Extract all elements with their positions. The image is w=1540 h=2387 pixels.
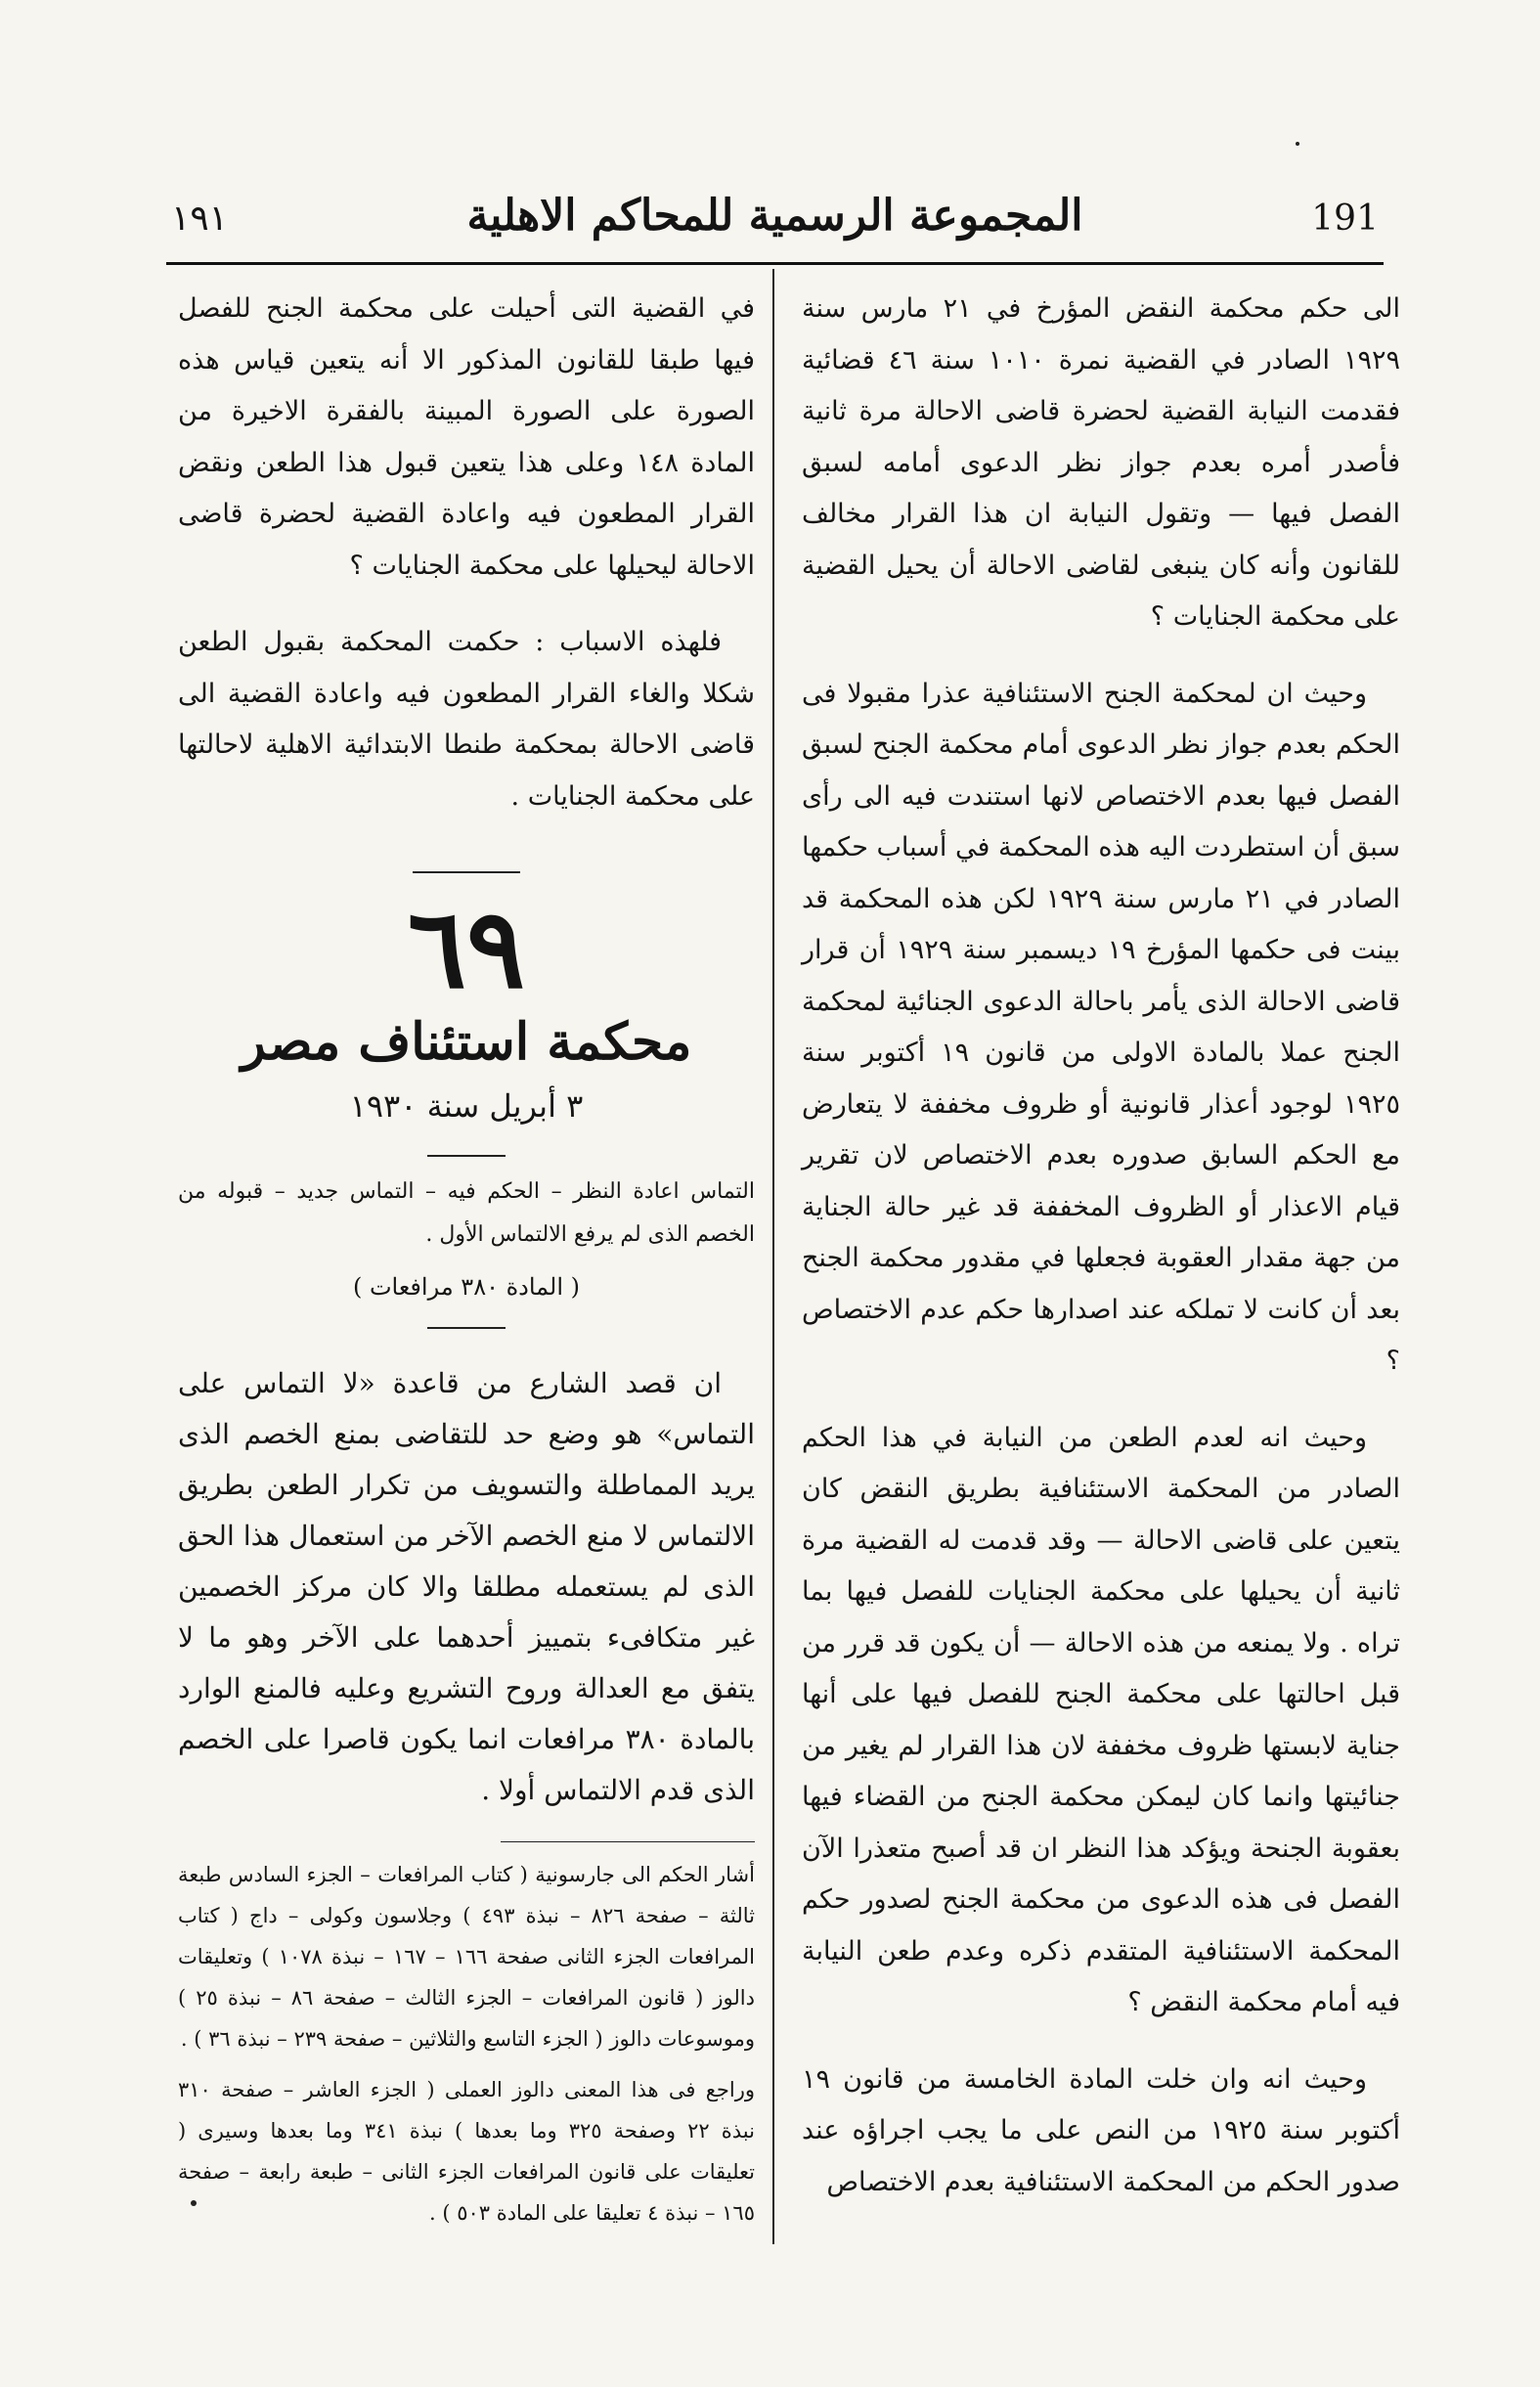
footnote: وراجع فى هذا المعنى دالوز العملى ( الجزء العاشر – صفحة ٣١٠ نبذة ٢٢ وصفحة ٣٢٥ وما بعدها ) نبذة ٣٤١ وما بعدها وسيرى ( تعليقات على قانون المرافعات الجزء الثانى – طبعة رابعة – صفحة ١٦٥ – نبذة ٤ تعليقا على المادة ٥٠٣ ) .	[178, 2078, 755, 2225]
paragraph: وحيث انه وان خلت المادة الخامسة من قانون ١٩ أكتوبر سنة ١٩٢٥ من النص على ما يجب اجراؤه عند صدور الحكم من المحكمة الاستئنافية بعدم الاختصاص	[802, 2063, 1401, 2197]
right-column	[802, 284, 1400, 2233]
court-name: محكمة استئناف مصر	[241, 1012, 692, 1072]
ruling-text: ان قصد الشارع من قاعدة «لا التماس على التماس» هو وضع حد للتقاضى بمنع الخصم الذى يريد المماطلة والتسويف من تكرار الطعن بطريق الالتماس لا منع الخصم الآخر من استعمال هذا الحق الذى لم يستعمله مطلقا والا كان مركز الخصمين غير متكافىء بتمييز أحدهما على الآخر وهو ما لا يتفق مع العدالة وروح التشريع وعليه فالمنع الوارد بالمادة ٣٨٠ مرافعات انما يكون قاصرا على الخصم الذى قدم الالتماس أولا .	[178, 1367, 755, 1806]
paragraph: فلهذه الاسباب : حكمت المحكمة بقبول الطعن شكلا والغاء القرار المطعون فيه واعادة القضية الى قاضى الاحالة بمحكمة طنطا الابتدائية الاهلية لاحالتها على محكمة الجنايات .	[178, 627, 755, 812]
publication-title: المجموعة الرسمية للمحاكم الاهلية	[466, 191, 1083, 241]
footnote: أشار الحكم الى جارسونية ( كتاب المرافعات – الجزء السادس طبعة ثالثة – صفحة ٨٢٦ – نبذة ٤٩٣ ) وجلاسون وكولى – داج ( كتاب المرافعات الجزء الثانى صفحة ١٦٦ – ١٦٧ – نبذة ١٠٧٨ ) وتعليقات دالوز ( قانون المرافعات – الجزء الثالث – صفحة ٨٦ – نبذة ٢٥ ) وموسوعات دالوز ( الجزء التاسع والثلاثين – صفحة ٢٣٩ – نبذة ٣٦ ) .	[178, 1863, 756, 2051]
case-number: ٦٩	[407, 885, 526, 1013]
column-divider	[772, 269, 774, 2244]
section-separator	[427, 1327, 506, 1329]
section-separator	[413, 871, 520, 873]
ink-speck	[191, 2200, 197, 2206]
section-separator	[427, 1155, 506, 1157]
paragraph: في القضية التى أحيلت على محكمة الجنح للفصل فيها طبقا للقانون المذكور الا أنه يتعين قياس هذه الصورة على الصورة المبينة بالفقرة الاخيرة من المادة ١٤٨ وعلى هذا يتعين قبول هذا الطعن ونقض القرار المطعون فيه واعادة القضية لحضرة قاضى الاحالة ليحيلها على محكمة الجنايات ؟	[178, 293, 755, 581]
page-number-left: ١٩١	[171, 199, 229, 239]
page-header	[171, 191, 1379, 249]
paragraph: وحيث انه لعدم الطعن من النيابة في هذا الحكم الصادر من المحكمة الاستئنافية بطريق النقض كان يتعين على قاضى الاحالة — وقد قدمت له القضية مرة ثانية أن يحيلها على محكمة الجنايات للفصل فيها بما تراه . ولا يمنعه من هذه الاحالة — أن يكون قد قرر من قبل احالتها على محكمة الجنح للفصل فيها على أنها جناية لابستها ظروف مخففة لان هذا القرار لم يغير من جنائيتها وانما كان ليمكن محكمة الجنح من القضاء فيها بعقوبة الجنحة ويؤكد هذا النظر ان قد أصبح متعذرا الآن الفصل فى هذه الدعوى من محكمة الجنح لصدور حكم المحكمة الاستئنافية المتقدم ذكره وعدم طعن النيابة فيه أمام محكمة النقض ؟	[802, 1422, 1400, 2017]
page-number-right: 191	[1311, 199, 1379, 239]
headnote: التماس اعادة النظر – الحكم فيه – التماس جديد – قبوله من الخصم الذى لم يرفع الالتماس الأول .	[178, 1179, 755, 1247]
judgment-date: ٣ أبريل سنة ١٩٣٠	[349, 1087, 584, 1125]
paragraph: وحيث ان لمحكمة الجنح الاستئنافية عذرا مقبولا فى الحكم بعدم جواز نظر الدعوى أمام محكمة الجنح لسبق الفصل فيها بعدم الاختصاص لانها استندت فيه الى رأى سبق أن استطردت اليه هذه المحكمة في أسباب حكمها الصادر في ٢١ مارس سنة ١٩٢٩ لكن هذه المحكمة قد بينت فى حكمها المؤرخ ١٩ ديسمبر سنة ١٩٢٩ أن قرار قاضى الاحالة الذى يأمر باحالة الدعوى الجنائية لمحكمة الجنح عملا بالمادة الاولى من قانون ١٩ أكتوبر سنة ١٩٢٥ لوجود أعذار قانونية أو ظروف مخففة لا يتعارض مع الحكم السابق صدوره بعدم الاختصاص لان تقرير قيام الاعذار أو الظروف المخففة قد غير حالة الجناية من جهة مقدار العقوبة فجعلها في مقدور محكمة الجنح بعد أن كانت لا تملكه عند اصدارها حكم عدم الاختصاص ؟	[802, 678, 1401, 1376]
footnote-rule	[501, 1841, 755, 1842]
ink-speck	[1296, 142, 1299, 146]
paragraph: الى حكم محكمة النقض المؤرخ في ٢١ مارس سنة ١٩٢٩ الصادر في القضية نمرة ١٠١٠ سنة ٤٦ قضائية فقدمت النيابة القضية لحضرة قاضى الاحالة مرة ثانية فأصدر أمره بعدم جواز نظر الدعوى أمامه لسبق الفصل فيها — وتقول النيابة ان هذا القرار مخالف للقانون وأنه كان ينبغى لقاضى الاحالة أن يحيل القضية على محكمة الجنايات ؟	[802, 293, 1400, 632]
header-rule	[166, 262, 1384, 265]
left-column	[178, 284, 755, 2243]
article-reference: ( المادة ٣٨٠ مرافعات )	[352, 1273, 581, 1301]
